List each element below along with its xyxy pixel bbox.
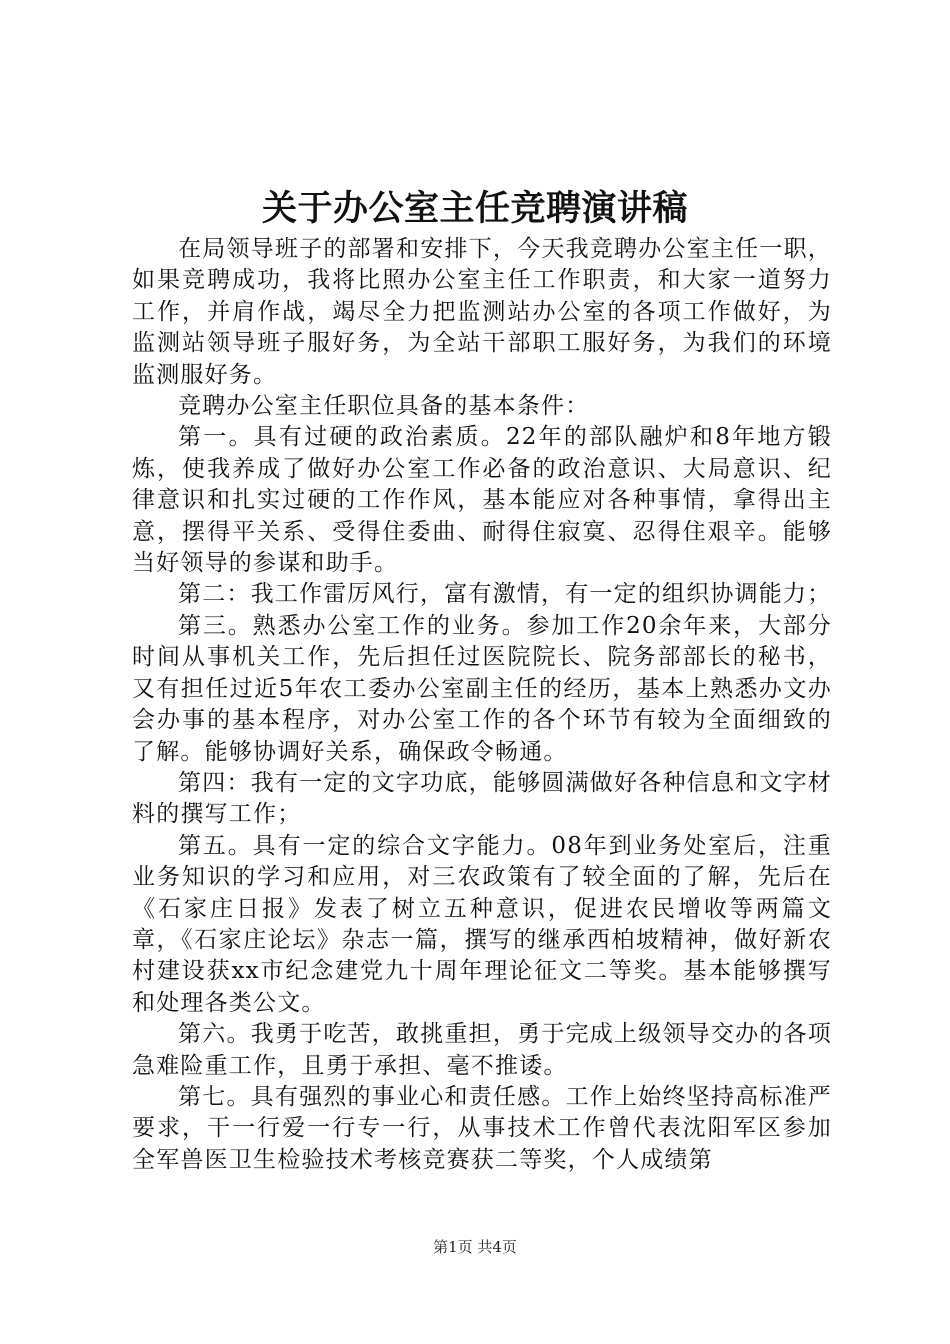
document-body [132,234,832,1176]
paragraph: 第四：我有一定的文字功底，能够圆满做好各种信息和文字材料的撰写工作； [132,769,832,828]
paragraph: 第一。具有过硬的政治素质。22年的部队融炉和8年地方锻炼，使我养成了做好办公室工作必备的政治意识、大局意识、纪律意识和扎实过硬的工作作风，基本能应对各种事情，拿得出主意，摆得平关系、受得住委曲、耐得住寂寞、忍得住艰辛。能够当好领导的参谋和助手。 [132,424,832,577]
paragraph: 第二：我工作雷厉风行，富有激情，有一定的组织协调能力； [178,581,832,608]
paragraph: 第六。我勇于吃苦，敢挑重担，勇于完成上级领导交办的各项急难险重工作，且勇于承担、毫不推诿。 [132,1021,832,1079]
paragraph: 第三。熟悉办公室工作的业务。参加工作20余年来，大部分时间从事机关工作，先后担任过医院院长、院务部部长的秘书，又有担任过近5年农工委办公室副主任的经历，基本上熟悉办文办会办事的基本程序，对办公室工作的各个环节有较为全面细致的了解。能够协调好关系，确保政令畅通。 [132,612,832,765]
paragraph: 第五。具有一定的综合文字能力。08年到业务处室后，注重业务知识的学习和应用，对三农政策有了较全面的了解，先后在《石家庄日报》发表了树立五种意识，促进农民增收等两篇文章，《石家庄论坛》杂志一篇，撰写的继承西柏坡精神，做好新农村建设获xx市纪念建党九十周年理论征文二等奖。基本能够撰写和处理各类公文。 [132,832,832,1016]
paragraph: 竞聘办公室主任职位具备的基本条件： [178,393,590,420]
paragraph: 第七。具有强烈的事业心和责任感。工作上始终坚持高标准严要求，干一行爱一行专一行，从事技术工作曾代表沈阳军区参加全军兽医卫生检验技术考核竞赛获二等奖，个人成绩第 [132,1083,832,1173]
page-number-footer: 第1页 共4页 [433,1238,517,1256]
document-title: 关于办公室主任竞聘演讲稿 [261,188,688,229]
paragraph: 在局领导班子的部署和安排下，今天我竞聘办公室主任一职，如果竞聘成功，我将比照办公室主任工作职责，和大家一道努力工作，并肩作战，竭尽全力把监测站办公室的各项工作做好，为监测站领导班子服好务，为全站干部职工服好务，为我们的环境监测服好务。 [132,236,832,388]
